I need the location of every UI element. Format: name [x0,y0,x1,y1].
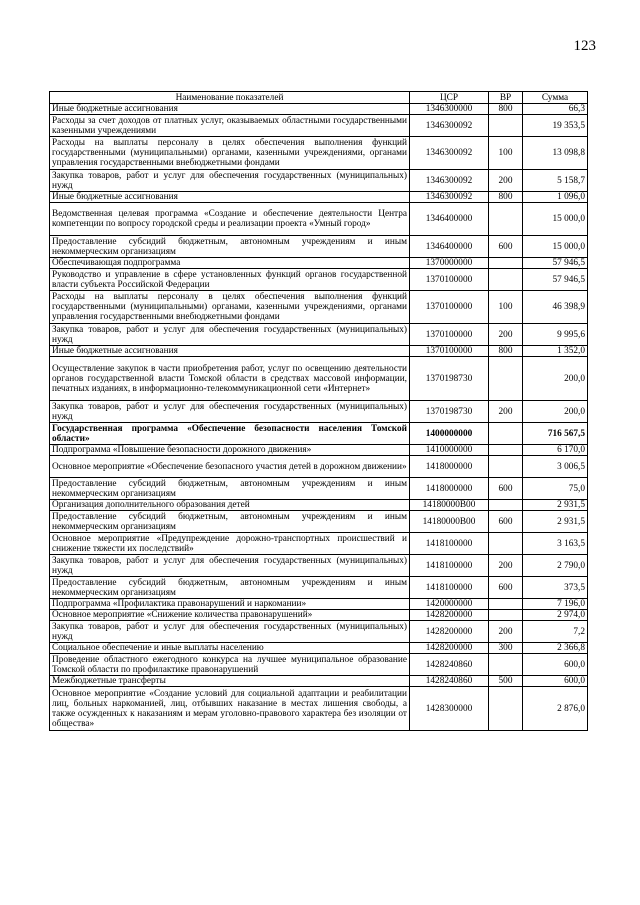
row-csr: 1418100000 [410,533,489,555]
row-sum: 57 946,5 [523,269,588,291]
row-name: Межбюджетные трансферты [50,676,410,687]
row-csr: 1346300092 [410,137,489,170]
row-name: Расходы на выплаты персоналу в целях обеспечения выполнения функций государственными (муниципальными) органами, казенными учреждениями, органами управления государственными внебюджетными фондами [50,291,410,324]
row-vr [489,687,523,731]
table-row [50,192,588,203]
row-name: Руководство и управление в сфере установленных функций органов государственной власти субъекта Российской Федерации [50,269,410,291]
row-csr: 1428240860 [410,676,489,687]
row-vr: 200 [489,170,523,192]
row-sum: 6 170,0 [523,445,588,456]
row-csr: 1370100000 [410,324,489,346]
row-csr: 1418100000 [410,555,489,577]
row-vr: 200 [489,621,523,643]
row-vr: 600 [489,236,523,258]
row-sum: 15 000,0 [523,236,588,258]
row-csr: 1370198730 [410,357,489,401]
row-name: Основное мероприятие «Предупреждение дорожно-транспортных происшествий и снижение тяжести их последствий» [50,533,410,555]
row-name: Иные бюджетные ассигнования [50,192,410,203]
row-vr: 200 [489,555,523,577]
row-csr: 1346300092 [410,170,489,192]
row-name: Предоставление субсидий бюджетным, автономным учреждениям и иным некоммерческим организациям [50,236,410,258]
row-vr [489,610,523,621]
row-vr: 100 [489,291,523,324]
row-sum: 2 876,0 [523,687,588,731]
row-csr: 1400000000 [410,423,489,445]
row-vr: 800 [489,346,523,357]
row-name: Закупка товаров, работ и услуг для обеспечения государственных (муниципальных) нужд [50,170,410,192]
row-sum: 46 398,9 [523,291,588,324]
header-sum: Сумма [523,92,588,104]
row-csr: 1346300000 [410,104,489,115]
table-row [50,610,588,621]
row-name: Предоставление субсидий бюджетным, автономным учреждениям и иным некоммерческим организациям [50,478,410,500]
table-row [50,456,588,478]
row-csr: 1346300092 [410,115,489,137]
row-name: Социальное обеспечение и иные выплаты населению [50,643,410,654]
row-name: Закупка товаров, работ и услуг для обеспечения государственных (муниципальных) нужд [50,324,410,346]
row-sum: 66,3 [523,104,588,115]
row-name: Иные бюджетные ассигнования [50,346,410,357]
table-row [50,401,588,423]
row-vr [489,269,523,291]
table-row [50,104,588,115]
row-csr: 1370100000 [410,291,489,324]
table-row [50,137,588,170]
row-csr: 1410000000 [410,445,489,456]
row-vr: 300 [489,643,523,654]
row-name: Государственная программа «Обеспечение безопасности населения Томской области» [50,423,410,445]
row-vr [489,357,523,401]
row-name: Предоставление субсидий бюджетным, автономным учреждениям и иным некоммерческим организациям [50,511,410,533]
row-vr [489,500,523,511]
row-name: Иные бюджетные ассигнования [50,104,410,115]
header-csr: ЦСР [410,92,489,104]
row-sum: 2 974,0 [523,610,588,621]
table-row [50,445,588,456]
row-sum: 1 096,0 [523,192,588,203]
row-name: Закупка товаров, работ и услуг для обеспечения государственных (муниципальных) нужд [50,621,410,643]
row-csr: 14180000В00 [410,511,489,533]
table-row [50,324,588,346]
row-sum: 200,0 [523,401,588,423]
table-row [50,346,588,357]
row-sum: 1 352,0 [523,346,588,357]
row-vr: 800 [489,192,523,203]
row-vr: 600 [489,478,523,500]
row-vr: 200 [489,401,523,423]
row-sum: 5 158,7 [523,170,588,192]
table-row [50,115,588,137]
row-sum: 2 931,5 [523,500,588,511]
row-name: Расходы за счет доходов от платных услуг, оказываемых областными государственными казенными учреждениями [50,115,410,137]
row-sum: 57 946,5 [523,258,588,269]
table-row [50,621,588,643]
row-vr [489,258,523,269]
row-csr: 1428200000 [410,643,489,654]
row-name: Проведение областного ежегодного конкурса на лучшее муниципальное образование Томской области по профилактике правонарушений [50,654,410,676]
row-sum: 2 790,0 [523,555,588,577]
row-vr [489,599,523,610]
row-csr: 1346300092 [410,192,489,203]
row-csr: 1370100000 [410,269,489,291]
table-row [50,643,588,654]
row-csr: 1370000000 [410,258,489,269]
table-row [50,423,588,445]
row-sum: 3 163,5 [523,533,588,555]
row-csr: 1428240860 [410,654,489,676]
row-csr: 1420000000 [410,599,489,610]
table-row [50,687,588,731]
table-row [50,676,588,687]
row-sum: 75,0 [523,478,588,500]
table-row [50,258,588,269]
table-row [50,654,588,676]
page-number: 123 [573,38,596,54]
row-vr: 800 [489,104,523,115]
budget-table [49,91,588,731]
row-csr: 1418000000 [410,478,489,500]
table-row [50,170,588,192]
table-body [50,104,588,731]
table-row [50,269,588,291]
row-vr: 600 [489,577,523,599]
row-sum: 600,0 [523,654,588,676]
row-name: Ведомственная целевая программа «Создание и обеспечение деятельности Центра компетенции по вопросу городской среды и реализации проекта «Умный город» [50,203,410,236]
row-name: Обеспечивающая подпрограмма [50,258,410,269]
table-row [50,203,588,236]
row-name: Расходы на выплаты персоналу в целях обеспечения выполнения функций государственными (муниципальными) органами, казенными учреждениями, органами управления государственными внебюджетными фондами [50,137,410,170]
row-csr: 1370100000 [410,346,489,357]
row-csr: 1346400000 [410,203,489,236]
row-name: Предоставление субсидий бюджетным, автономным учреждениям и иным некоммерческим организациям [50,577,410,599]
row-vr [489,203,523,236]
row-name: Основное мероприятие «Создание условий для социальной адаптации и реабилитации лиц, больных наркоманией, лиц, отбывших наказание в местах лишения свободы, а также осужденных к наказаниям и мерам уголовно-правового характера без изоляции от общества» [50,687,410,731]
row-csr: 1418000000 [410,456,489,478]
table-header-row [50,92,588,104]
row-vr: 600 [489,511,523,533]
row-name: Осуществление закупок в части приобретения работ, услуг по освещению деятельности органов государственной власти Томской области в средствах массовой информации, печатных изданиях, в информационно-телекоммуникационной сети «Интернет» [50,357,410,401]
row-vr: 100 [489,137,523,170]
row-vr [489,456,523,478]
row-sum: 600,0 [523,676,588,687]
table-row [50,291,588,324]
row-csr: 1370198730 [410,401,489,423]
row-vr [489,654,523,676]
row-sum: 373,5 [523,577,588,599]
row-name: Основное мероприятие «Обеспечение безопасного участия детей в дорожном движении» [50,456,410,478]
row-sum: 15 000,0 [523,203,588,236]
table-row [50,599,588,610]
row-sum: 13 098,8 [523,137,588,170]
row-sum: 2 931,5 [523,511,588,533]
row-csr: 1418100000 [410,577,489,599]
row-name: Подпрограмма «Профилактика правонарушений и наркомании» [50,599,410,610]
table-row [50,555,588,577]
row-sum: 9 995,6 [523,324,588,346]
row-vr [489,533,523,555]
table-row [50,577,588,599]
table-row [50,236,588,258]
row-sum: 200,0 [523,357,588,401]
row-name: Подпрограмма «Повышение безопасности дорожного движения» [50,445,410,456]
table-row [50,500,588,511]
row-sum: 19 353,5 [523,115,588,137]
row-vr [489,115,523,137]
row-csr: 1428300000 [410,687,489,731]
row-sum: 7,2 [523,621,588,643]
row-sum: 716 567,5 [523,423,588,445]
table-row [50,511,588,533]
row-sum: 2 366,8 [523,643,588,654]
row-name: Организация дополнительного образования детей [50,500,410,511]
row-vr: 500 [489,676,523,687]
row-csr: 14180000В00 [410,500,489,511]
header-name: Наименование показателей [50,92,410,104]
row-name: Закупка товаров, работ и услуг для обеспечения государственных (муниципальных) нужд [50,555,410,577]
row-sum: 7 196,0 [523,599,588,610]
row-vr [489,445,523,456]
row-vr: 200 [489,324,523,346]
row-csr: 1428200000 [410,610,489,621]
row-name: Основное мероприятие «Снижение количества правонарушений» [50,610,410,621]
row-name: Закупка товаров, работ и услуг для обеспечения государственных (муниципальных) нужд [50,401,410,423]
row-csr: 1428200000 [410,621,489,643]
header-vr: ВР [489,92,523,104]
row-vr [489,423,523,445]
row-csr: 1346400000 [410,236,489,258]
table-row [50,357,588,401]
table-row [50,478,588,500]
row-sum: 3 006,5 [523,456,588,478]
table-row [50,533,588,555]
